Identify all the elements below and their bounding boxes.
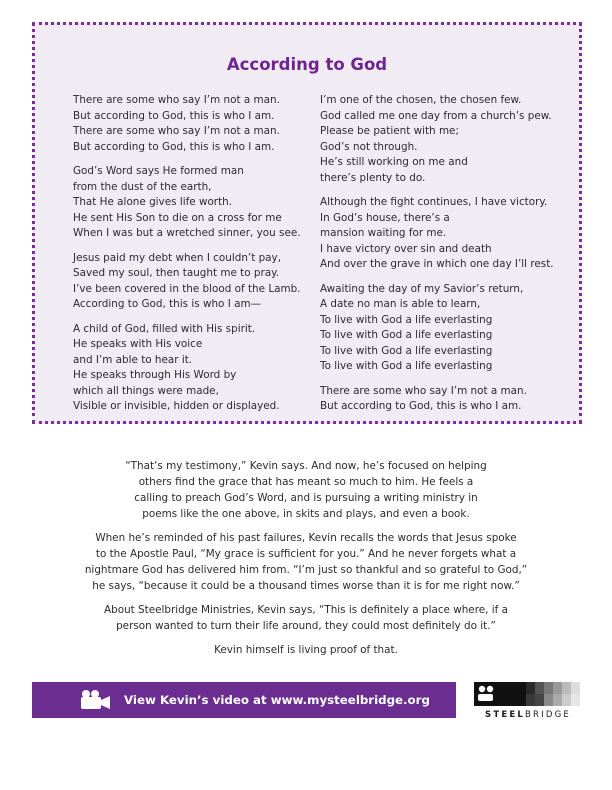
poem-line: To live with God a life everlasting [320,329,493,341]
poem-line: In God’s house, there’s a [320,211,450,224]
story-line: to the Apostle Paul, “My grace is sufficient for you.” And he never forgets what a [95,548,517,560]
poem-stanza [73,251,311,313]
poem-line: from the dust of the earth, [73,180,212,193]
poem-line: Jesus paid my debt when I couldn’t pay, [73,251,282,264]
story-paragraph [60,530,552,594]
poem-line: mansion waiting for me. [320,227,447,239]
poem-line: But according to God, this is who I am. [73,109,275,122]
poem-line: To live with God a life everlasting [320,344,493,357]
steelbridge-logo-graphic [474,682,580,706]
story-line: nightmare God has delivered him from. “I’m just so thankful and so grateful to God,” [84,564,528,576]
poem-line: He speaks through His Word by [73,369,237,381]
poem-line: There are some who say I’m not a man. [320,384,527,397]
story-line: poems like the one above, in skits and plays, and even a book. [142,508,470,520]
poem-line: According to God, this is who I am— [73,298,261,310]
poem-line: God’s Word says He formed man [73,165,244,177]
poem-stanza [320,282,558,375]
poem-line: A date no man is able to learn, [320,298,481,310]
poem-column-left [73,93,311,424]
poem-line: I have victory over sin and death [320,242,492,255]
story-line: “That’s my testimony,” Kevin says. And now, he’s focused on helping [125,460,487,472]
story-line: calling to preach God’s Word, and is pursuing a writing ministry in [134,492,478,504]
wordmark-regular: BRIDGE [525,710,571,720]
video-banner[interactable] [32,682,456,718]
video-link-text[interactable]: View Kevin’s video at www.mysteelbridge.org [124,693,430,707]
steelbridge-logo [474,682,582,722]
poem-line: There are some who say I’m not a man. [73,94,280,106]
story-line: About Steelbridge Ministries, Kevin says, “This is definitely a place where, if a [104,604,508,616]
poem-line: When I was but a wretched sinner, you see. [73,227,301,239]
video-camera-icon [78,689,112,711]
story-paragraph [60,602,552,634]
poem-line: And over the grave in which one day I’ll rest. [320,258,554,270]
poem-line: and I’m able to hear it. [73,353,193,366]
poem-line: Saved my soul, then taught me to pray. [73,267,280,279]
poem-line: A child of God, filled with His spirit. [73,322,256,335]
steelbridge-wordmark [474,710,582,720]
poem-stanza [73,164,311,242]
poem-line: He’s still working on me and [320,156,468,168]
story-line: Kevin himself is living proof of that. [214,644,398,656]
poem-line: God’s not through. [320,140,418,153]
poem-line: Although the fight continues, I have victory. [320,196,548,208]
poem-stanza [73,322,311,415]
poem-line: He sent His Son to die on a cross for me [73,211,282,224]
poem-line: That He alone gives life worth. [73,196,233,208]
story-line: he says, “because it could be a thousand times worse than it is for me right now.” [92,580,520,592]
poem-line: But according to God, this is who I am. [320,400,522,412]
poem-stanza [73,93,311,155]
poem-line: which all things were made, [73,384,219,397]
poem-title: According to God [226,55,388,74]
poem-stanza [320,384,558,415]
story-paragraph [60,458,552,522]
poem-line: Visible or invisible, hidden or displayed. [73,400,280,412]
poem-line: But according to God, this is who I am. [73,140,275,153]
poem-line: Please be patient with me; [320,125,459,137]
poem-column-right [320,93,558,424]
poem-line: God called me one day from a church’s pew. [320,109,552,122]
poem-line: To live with God a life everlasting [320,313,493,326]
poem-box [32,22,582,424]
poem-line: Awaiting the day of my Savior’s return, [320,282,524,295]
story-text [60,458,552,666]
story-paragraph [60,642,552,658]
poem-line: I’m one of the chosen, the chosen few. [320,94,522,106]
story-line: others find the grace that has meant so much to him. He feels a [138,476,474,488]
poem-stanza [320,93,558,186]
poem-line: I’ve been covered in the blood of the Lamb. [73,282,301,295]
poem-line: There are some who say I’m not a man. [73,125,280,137]
story-line: When he’s reminded of his past failures, Kevin recalls the words that Jesus spoke [95,532,517,544]
poem-line: To live with God a life everlasting [320,360,493,372]
story-line: person wanted to turn their life around, they could most definitely do it.” [116,620,496,632]
wordmark-bold: STEEL [485,710,525,720]
poem-line: there’s plenty to do. [320,171,426,184]
poem-stanza [320,195,558,273]
poem-line: He speaks with His voice [73,338,203,350]
